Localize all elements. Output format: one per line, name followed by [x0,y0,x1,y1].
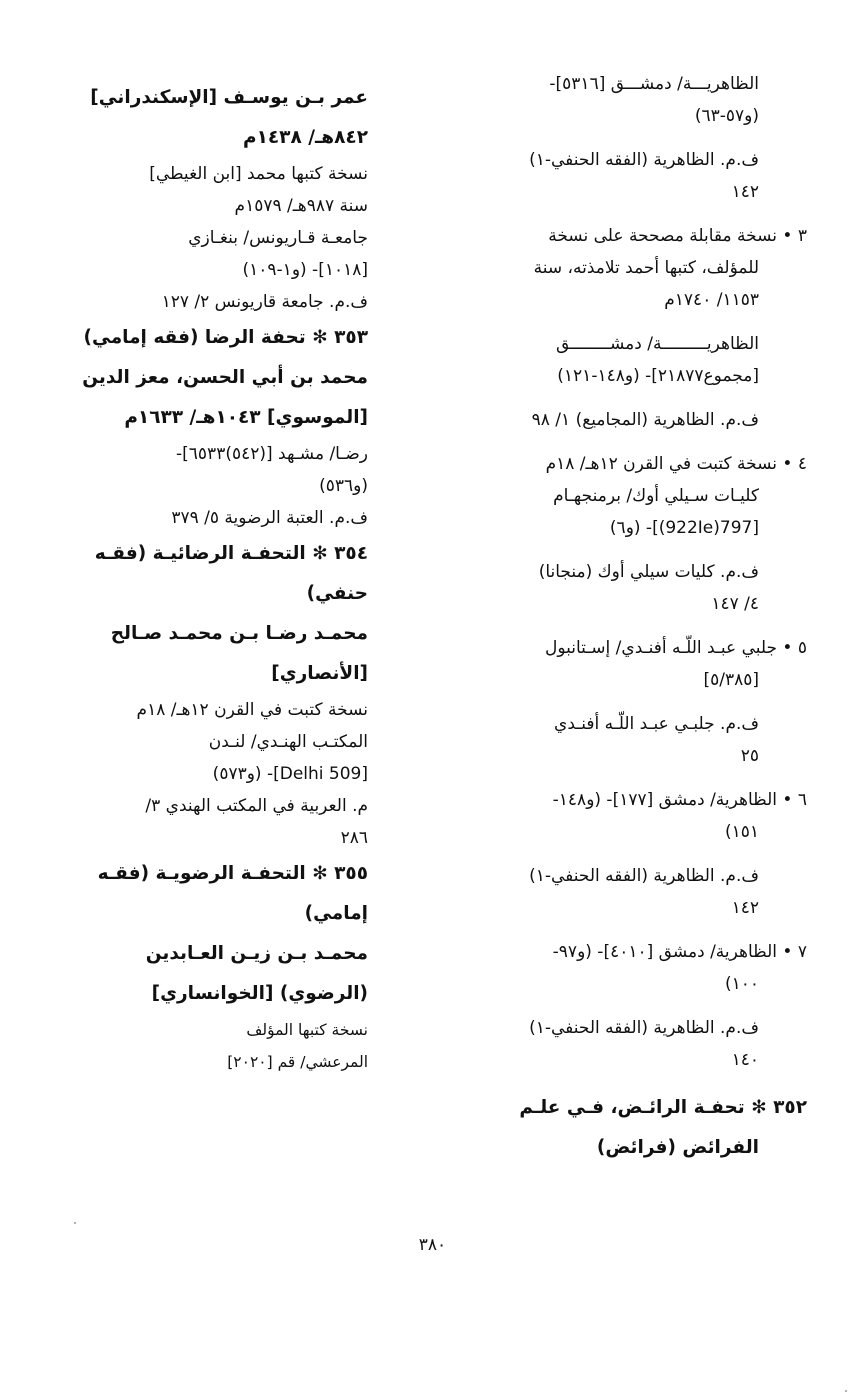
entry-line: ٥ • جلبي عبـد اللّـه أفنـدي/ إسـتانبول [545,638,807,658]
entry-heading: ٣٥٥ ✻ التحفـة الرضويـة (فقـه [97,863,368,884]
author-line: [الأنصاري] [271,663,368,684]
text-line: ٢٨٦ [340,828,368,848]
text-line: ١٥١) [724,822,759,842]
entry-heading-cont: حنفي) [306,583,368,604]
text-line: ف.م. جامعة قاريونس ٢/ ١٢٧ [161,292,368,312]
entry-line: ٣ • نسخة مقابلة مصححة على نسخة [548,226,807,246]
text-line: نسخة كتبها المؤلف [246,1021,368,1039]
text-line: [Delhi 509]- (و٥٧٣) [212,764,368,784]
scan-speck [74,1222,76,1224]
text-line: ١٤٠ [731,1050,759,1070]
entry-heading-cont: الفرائض (فرائض) [596,1137,759,1158]
author-line: محمـد رضـا بـن محمـد صـالح [110,623,368,644]
text-line: [١٠١٨]- (و١-١٠٩) [242,260,368,280]
text-line: ف.م. الظاهرية (الفقه الحنفي-١) [529,150,759,170]
entry-heading: ٣٥٤ ✻ التحفـة الرضائيـة (فقـه [94,543,368,564]
text-line: نسخة كتبت في القرن ١٢هـ/ ١٨م [136,700,368,720]
entry-line: ٦ • الظاهرية/ دمشق [١٧٧]- (و١٤٨- [552,790,807,810]
text-line: كليـات سـيلي أوك/ برمنجهـام [553,486,759,506]
author-date: ٨٤٢هـ/ ١٤٣٨م [243,127,368,148]
text-line: جامعـة قـاريونس/ بنغـازي [188,228,368,248]
text-line: سنة ٩٨٧هـ/ ١٥٧٩م [234,196,368,216]
text-line: ف.م. الظاهرية (المجاميع) ١/ ٩٨ [531,410,759,430]
text-line: ف.م. العتبة الرضوية ٥/ ٣٧٩ [171,508,368,528]
author-line: محمـد بـن زيـن العـابدين [145,943,368,964]
text-line: [797(922Ie)]- (و٦) [609,518,759,538]
entry-line: ٧ • الظاهرية/ دمشق [٤٠١٠]- (و٩٧- [552,942,807,962]
text-line: ١٤٢ [731,182,759,202]
text-line: (و٥٧-٦٣) [694,106,759,126]
left-column [68,78,368,1078]
text-line: الظاهريـــة/ دمشـــق [٥٣١٦]- [549,74,759,94]
text-line: الظاهريـــــــــة/ دمشــــــــق [555,334,759,354]
text-line: المكتـب الهنـدي/ لنـدن [208,732,368,752]
text-line: رضـا/ مشـهد [(٥٤٢)٦٥٣٣]- [176,444,368,464]
entry-heading-cont: إمامي) [304,903,368,924]
text-line: [مجموع٢١٨٧٧]- (و١٤٨-١٢١) [557,366,759,386]
right-column [467,68,807,1168]
text-line: للمؤلف، كتبها أحمد تلامذته، سنة [533,258,759,278]
text-line: ١٠٠) [724,974,759,994]
author-line: [الموسوي] ١٠٤٣هـ/ ١٦٣٣م [124,407,368,428]
text-line: ٢٥ [740,746,759,766]
text-line: المرعشي/ قم [٢٠٢٠] [227,1053,368,1071]
text-line: م. العربية في المكتب الهندي ٣/ [145,796,368,816]
text-line: ف.م. كليات سيلي أوك (منجانا) [538,562,759,582]
text-line: ١٤٢ [731,898,759,918]
text-line: ٤/ ١٤٧ [711,594,759,614]
text-line: [٥/٣٨٥] [703,670,759,690]
text-line: ف.م. الظاهرية (الفقه الحنفي-١) [529,1018,759,1038]
text-line: ف.م. جلبـي عبـد اللّـه أفنـدي [554,714,759,734]
text-line: ١١٥٣/ ١٧٤٠م [664,290,759,310]
page-number: ٣٨٠ [418,1235,447,1255]
entry-heading: ٣٥٢ ✻ تحفـة الرائـض، فـي علـم [519,1097,807,1118]
author-line: (الرضوي) [الخوانساري] [151,983,368,1004]
scan-speck [845,1390,847,1392]
text-line: ف.م. الظاهرية (الفقه الحنفي-١) [529,866,759,886]
text-line: (و٥٣٦) [319,476,368,496]
author-line: عمر بـن يوسـف [الإسكندراني] [90,87,368,108]
entry-heading: ٣٥٣ ✻ تحفة الرضا (فقه إمامي) [83,327,368,348]
author-line: محمد بن أبي الحسن، معز الدين [82,367,368,388]
entry-line: ٤ • نسخة كتبت في القرن ١٢هـ/ ١٨م [545,454,807,474]
text-line: نسخة كتبها محمد [ابن الغيطي] [149,164,368,184]
